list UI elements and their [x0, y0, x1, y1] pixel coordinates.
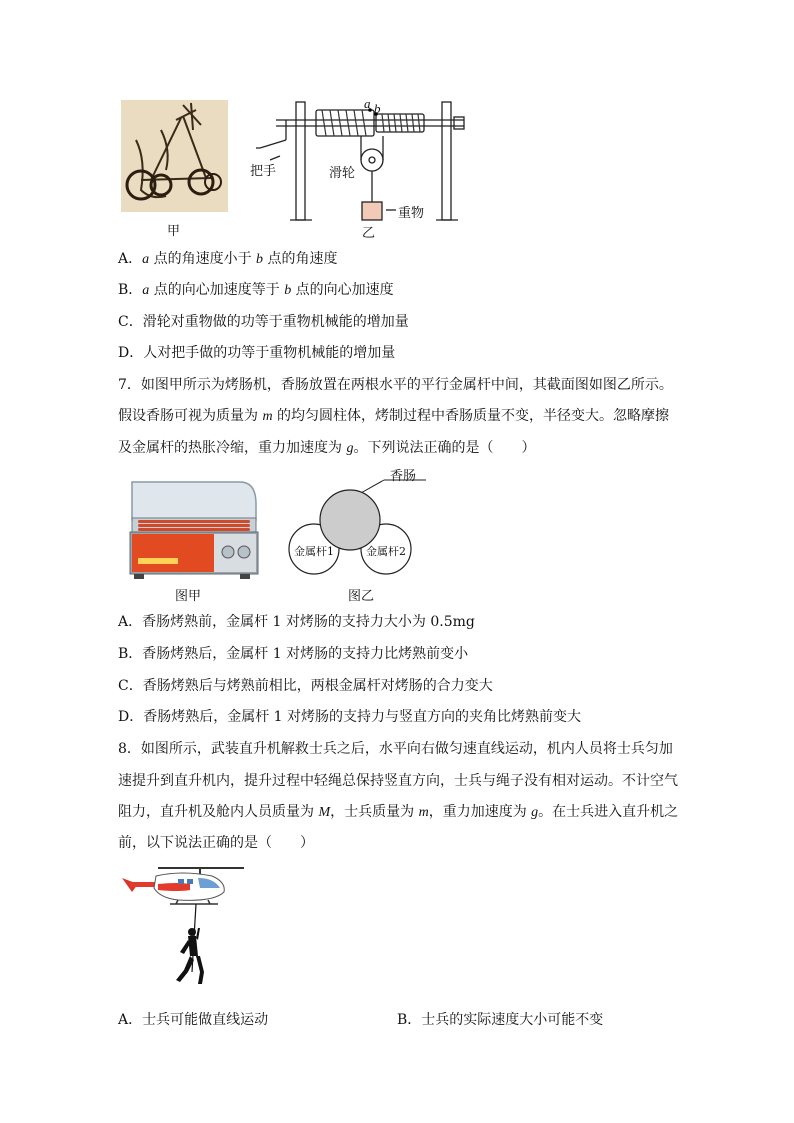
- q8-option-b: B．士兵的实际速度大小可能不变: [397, 1012, 604, 1028]
- q8-stem-line4: 前，以下说法正确的是（ ）: [118, 835, 314, 851]
- q7-option-d: D．香肠烤熟后，金属杆 1 对烤肠的支持力与竖直方向的夹角比烤熟前变大: [118, 709, 582, 725]
- q7-stem-line3: 及金属杆的热胀冷缩，重力加速度为 g。下列说法正确的是（ ）: [118, 440, 536, 456]
- figure-yi-label-handle: 把手: [250, 164, 277, 179]
- figure-sausage-grill: [124, 474, 260, 580]
- q6-option-b: B．a 点的向心加速度等于 b 点的向心加速度: [118, 282, 394, 298]
- figure-cross-section-label-sausage: 香肠: [390, 469, 417, 484]
- figure-jia-caption: 甲: [167, 224, 181, 239]
- q8-option-a: A．士兵可能做直线运动: [118, 1012, 269, 1028]
- figure-yi-label-b: b: [374, 101, 381, 116]
- figure-yi-caption: 乙: [362, 226, 376, 241]
- figure-yi-label-weight: 重物: [398, 206, 425, 221]
- figure-yi-windlass: [246, 96, 470, 222]
- figure-cross-section: [284, 466, 444, 584]
- figure-yi-label-pulley: 滑轮: [329, 166, 356, 181]
- figure-cross-section-caption: 图乙: [348, 589, 375, 604]
- q7-option-a: A．香肠烤熟前，金属杆 1 对烤肠的支持力大小为 0.5mg: [118, 614, 475, 630]
- q6-option-d: D．人对把手做的功等于重物机械能的增加量: [118, 345, 396, 361]
- figure-helicopter: [118, 862, 248, 992]
- q7-option-c: C．香肠烤熟后与烤熟前相比，两根金属杆对烤肠的合力变大: [118, 678, 493, 694]
- q7-option-b: B．香肠烤熟后，金属杆 1 对烤肠的支持力比烤熟前变小: [118, 646, 469, 662]
- figure-jia-sketch: [121, 100, 228, 212]
- q7-stem-line1: 7．如图甲所示为烤肠机，香肠放置在两根水平的平行金属杆中间，其截面图如图乙所示。: [118, 377, 673, 393]
- q7-stem-line2: 假设香肠可视为质量为 m 的均匀圆柱体，烤制过程中香肠质量不变，半径变大。忽略摩擦: [118, 408, 670, 424]
- figure-yi-label-a: a: [364, 96, 371, 111]
- q6-option-a: A．a 点的角速度小于 b 点的角速度: [118, 251, 338, 267]
- figure-cross-section-label-rod1: 金属杆1: [294, 545, 334, 558]
- figure-sausage-grill-caption: 图甲: [175, 589, 202, 604]
- q8-stem-line2: 速提升到直升机内，提升过程中轻绳总保持竖直方向，士兵与绳子没有相对运动。不计空气: [118, 773, 678, 789]
- figure-cross-section-label-rod2: 金属杆2: [366, 545, 406, 558]
- q8-stem-line3: 阻力，直升机及舱内人员质量为 M，士兵质量为 m，重力加速度为 g。在士兵进入直升机之: [118, 804, 679, 820]
- q6-option-c: C．滑轮对重物做的功等于重物机械能的增加量: [118, 314, 409, 330]
- q8-stem-line1: 8．如图所示，武装直升机解救士兵之后，水平向右做匀速直线运动，机内人员将士兵匀加: [118, 741, 673, 757]
